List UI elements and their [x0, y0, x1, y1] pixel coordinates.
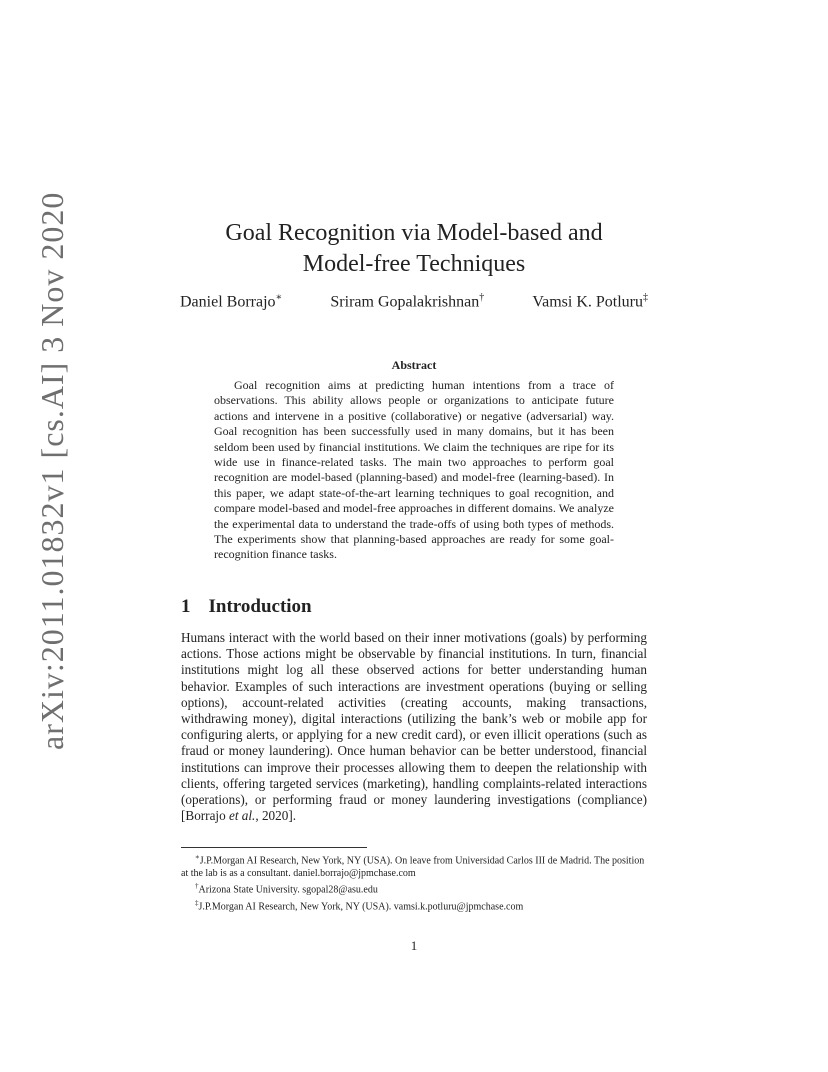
- footnote-text: Arizona State University. sgopal28@asu.edu: [198, 884, 378, 896]
- page-number: 1: [410, 938, 418, 953]
- author-footnote-mark: †: [479, 292, 485, 303]
- author-name: Sriram Gopalakrishnan: [330, 293, 480, 311]
- section-heading-introduction: [181, 596, 312, 618]
- footnote-1: [181, 851, 647, 880]
- author-3: [532, 292, 648, 311]
- paper-title: [160, 218, 668, 280]
- author-1: [180, 292, 282, 311]
- introduction-paragraph: [181, 630, 647, 824]
- author-name: Daniel Borrajo: [180, 293, 276, 311]
- footnote-mark: ∗: [195, 853, 200, 861]
- footnotes: [181, 851, 647, 913]
- arxiv-identifier-stamp: arXiv:2011.01832v1 [cs.AI] 3 Nov 2020: [34, 191, 70, 750]
- author-list: [180, 292, 648, 311]
- introduction-text: Humans interact with the world based on their inner motivations (goals) by performing actions. Those actions might be observable by financial institutions. In turn, financial institutions might log all these observed actions for better understanding human behavior. Examples of such interactions are investment operations (buying or selling options), account-related activities (creating accounts, making transactions, withdrawing money), digital interactions (utilizing the bank’s web or mobile app for configuring alerts, or applying for a new credit card), or even illicit operations (such as fraud or money laundering). Once human behavior can be better understood, financial institutions can improve their processes allowing them to deepen the relationship with clients, offering targeted services (marketing), handling complaints-related interactions (operations), or performing fraud or money laundering investigations (compliance) [Borrajo: [181, 630, 647, 824]
- footnote-3: [181, 897, 647, 913]
- section-title: Introduction: [208, 596, 312, 617]
- author-2: [330, 292, 484, 311]
- abstract-heading: Abstract: [391, 358, 437, 372]
- author-footnote-mark: ∗: [275, 292, 283, 303]
- author-footnote-mark: ‡: [642, 292, 648, 303]
- citation-year: , 2020].: [255, 808, 297, 824]
- footnote-divider: [181, 847, 367, 848]
- footnote-mark: †: [195, 882, 199, 891]
- paper-title-line-1: Goal Recognition via Model-based and: [225, 220, 603, 246]
- footnote-2: [181, 880, 647, 896]
- section-number: 1: [181, 596, 191, 617]
- footnote-text: J.P.Morgan AI Research, New York, NY (USA). vamsi.k.potluru@jpmchase.com: [198, 900, 524, 912]
- abstract-body: Goal recognition aims at predicting human intentions from a trace of observations. This ability allows people or organizations to anticipate future actions and intervene in a positive (collaborative) or negative (adversarial) way. Goal recognition has been successfully used in many domains, but it has been seldom been used by financial institutions. We claim the techniques are ripe for its wide use in finance-related tasks. The main two approaches to perform goal recognition are model-based (planning-based) and model-free (learning-based). In this paper, we adapt state-of-the-art learning techniques to goal recognition, and compare model-based and model-free approaches in different domains. We analyze the experimental data to understand the trade-offs of using both types of methods. The experiments show that planning-based approaches are ready for some goal-recognition finance tasks.: [214, 378, 614, 562]
- paper-title-line-2: Model-free Techniques: [302, 251, 526, 277]
- footnote-text: J.P.Morgan AI Research, New York, NY (USA). On leave from Universidad Carlos III de Madrid. The position at the lab is as a consultant. daniel.borrajo@jpmchase.com: [181, 855, 645, 880]
- footnote-mark: ‡: [195, 898, 199, 907]
- citation-et-al: et al.: [228, 808, 256, 824]
- author-name: Vamsi K. Potluru: [532, 293, 643, 311]
